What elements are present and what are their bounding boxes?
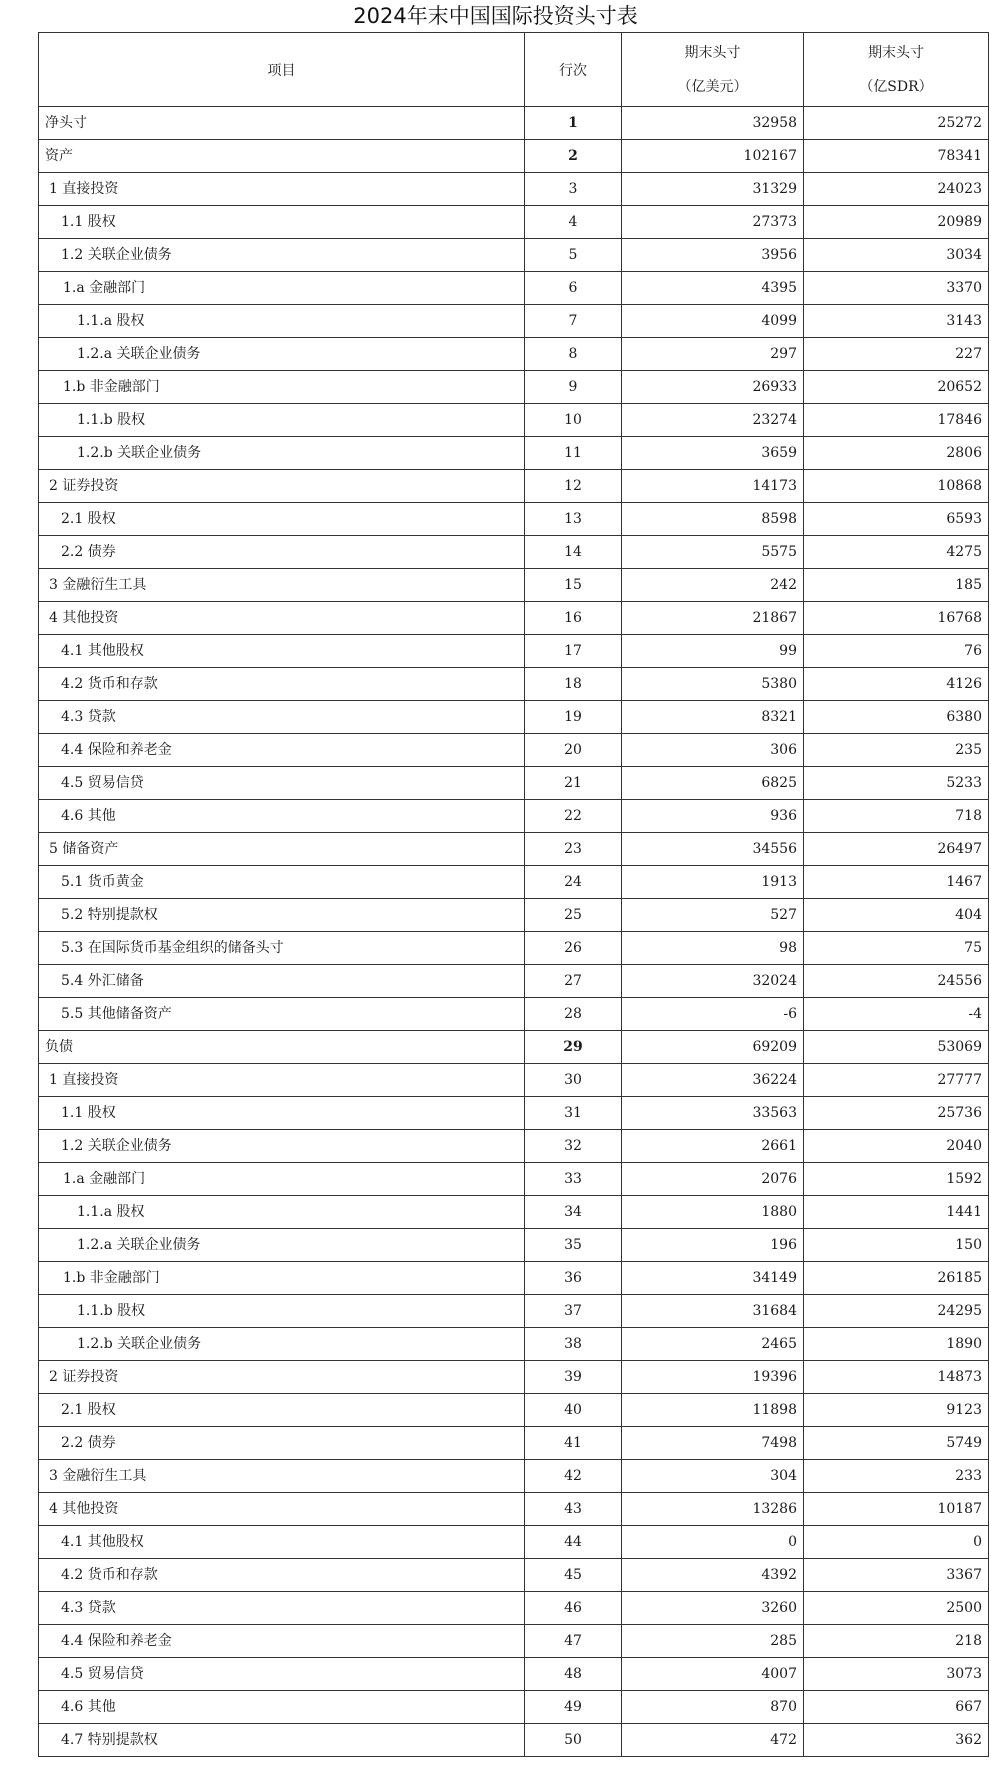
sdr-value-cell: 218 bbox=[804, 1625, 989, 1658]
header-item: 项目 bbox=[39, 33, 525, 107]
row-number-cell: 1 bbox=[525, 107, 622, 140]
row-number-cell: 2 bbox=[525, 140, 622, 173]
sdr-value-cell: 362 bbox=[804, 1724, 989, 1757]
table-row bbox=[39, 1691, 989, 1724]
usd-value-cell: 2661 bbox=[622, 1130, 804, 1163]
table-row bbox=[39, 1493, 989, 1526]
usd-value-cell: 23274 bbox=[622, 404, 804, 437]
header-sdr-title: 期末头寸 bbox=[868, 44, 924, 61]
usd-value-cell: 99 bbox=[622, 635, 804, 668]
sdr-value-cell: 3367 bbox=[804, 1559, 989, 1592]
sdr-value-cell: 27777 bbox=[804, 1064, 989, 1097]
table-row bbox=[39, 239, 989, 272]
usd-value-cell: 11898 bbox=[622, 1394, 804, 1427]
table-row bbox=[39, 767, 989, 800]
table-row bbox=[39, 173, 989, 206]
usd-value-cell: 34149 bbox=[622, 1262, 804, 1295]
row-number-cell: 23 bbox=[525, 833, 622, 866]
usd-value-cell: 1913 bbox=[622, 866, 804, 899]
row-number-cell: 15 bbox=[525, 569, 622, 602]
table-row bbox=[39, 371, 989, 404]
item-cell: 1.1.b 股权 bbox=[39, 404, 525, 437]
usd-value-cell: 527 bbox=[622, 899, 804, 932]
usd-value-cell: 870 bbox=[622, 1691, 804, 1724]
usd-value-cell: 4099 bbox=[622, 305, 804, 338]
sdr-value-cell: 25272 bbox=[804, 107, 989, 140]
row-number-cell: 46 bbox=[525, 1592, 622, 1625]
usd-value-cell: 34556 bbox=[622, 833, 804, 866]
item-cell: 4.2 货币和存款 bbox=[39, 1559, 525, 1592]
sdr-value-cell: 26497 bbox=[804, 833, 989, 866]
table-row bbox=[39, 470, 989, 503]
item-cell: 1.1.a 股权 bbox=[39, 1196, 525, 1229]
item-cell: 4.7 特别提款权 bbox=[39, 1724, 525, 1757]
row-number-cell: 14 bbox=[525, 536, 622, 569]
row-number-cell: 9 bbox=[525, 371, 622, 404]
item-cell: 1 直接投资 bbox=[39, 173, 525, 206]
table-row bbox=[39, 140, 989, 173]
sdr-value-cell: 6593 bbox=[804, 503, 989, 536]
table-row bbox=[39, 668, 989, 701]
table-row bbox=[39, 899, 989, 932]
item-cell: 4.6 其他 bbox=[39, 1691, 525, 1724]
item-cell: 1.2 关联企业债务 bbox=[39, 1130, 525, 1163]
sdr-value-cell: 1890 bbox=[804, 1328, 989, 1361]
table-row bbox=[39, 602, 989, 635]
item-cell: 1.b 非金融部门 bbox=[39, 1262, 525, 1295]
sdr-value-cell: 78341 bbox=[804, 140, 989, 173]
header-sdr-unit: （亿SDR） bbox=[859, 78, 933, 95]
sdr-value-cell: 3034 bbox=[804, 239, 989, 272]
row-number-cell: 42 bbox=[525, 1460, 622, 1493]
usd-value-cell: 297 bbox=[622, 338, 804, 371]
item-cell: 2 证券投资 bbox=[39, 1361, 525, 1394]
sdr-value-cell: 17846 bbox=[804, 404, 989, 437]
table-row bbox=[39, 305, 989, 338]
sdr-value-cell: 24023 bbox=[804, 173, 989, 206]
item-cell: 2.1 股权 bbox=[39, 503, 525, 536]
item-cell: 4 其他投资 bbox=[39, 602, 525, 635]
sdr-value-cell: 233 bbox=[804, 1460, 989, 1493]
table-body bbox=[39, 107, 989, 1757]
row-number-cell: 12 bbox=[525, 470, 622, 503]
item-cell: 2 证券投资 bbox=[39, 470, 525, 503]
sdr-value-cell: 2040 bbox=[804, 1130, 989, 1163]
usd-value-cell: 6825 bbox=[622, 767, 804, 800]
sdr-value-cell: 9123 bbox=[804, 1394, 989, 1427]
usd-value-cell: 14173 bbox=[622, 470, 804, 503]
item-cell: 1 直接投资 bbox=[39, 1064, 525, 1097]
item-cell: 2.2 债券 bbox=[39, 536, 525, 569]
sdr-value-cell: 25736 bbox=[804, 1097, 989, 1130]
item-cell: 5.1 货币黄金 bbox=[39, 866, 525, 899]
sdr-value-cell: 227 bbox=[804, 338, 989, 371]
usd-value-cell: 26933 bbox=[622, 371, 804, 404]
item-cell: 4.3 贷款 bbox=[39, 1592, 525, 1625]
sdr-value-cell: 404 bbox=[804, 899, 989, 932]
table-row bbox=[39, 107, 989, 140]
usd-value-cell: 5380 bbox=[622, 668, 804, 701]
sdr-value-cell: 20989 bbox=[804, 206, 989, 239]
row-number-cell: 10 bbox=[525, 404, 622, 437]
table-row bbox=[39, 932, 989, 965]
usd-value-cell: 0 bbox=[622, 1526, 804, 1559]
table-row bbox=[39, 1361, 989, 1394]
sdr-value-cell: 10868 bbox=[804, 470, 989, 503]
row-number-cell: 34 bbox=[525, 1196, 622, 1229]
table-row bbox=[39, 1196, 989, 1229]
usd-value-cell: 304 bbox=[622, 1460, 804, 1493]
item-cell: 3 金融衍生工具 bbox=[39, 569, 525, 602]
header-usd bbox=[622, 33, 804, 107]
table-row bbox=[39, 833, 989, 866]
sdr-value-cell: 718 bbox=[804, 800, 989, 833]
row-number-cell: 39 bbox=[525, 1361, 622, 1394]
sdr-value-cell: 6380 bbox=[804, 701, 989, 734]
item-cell: 5.5 其他储备资产 bbox=[39, 998, 525, 1031]
row-number-cell: 19 bbox=[525, 701, 622, 734]
item-cell: 4.4 保险和养老金 bbox=[39, 734, 525, 767]
item-cell: 2.1 股权 bbox=[39, 1394, 525, 1427]
table-row bbox=[39, 1295, 989, 1328]
usd-value-cell: 8321 bbox=[622, 701, 804, 734]
item-cell: 5.3 在国际货币基金组织的储备头寸 bbox=[39, 932, 525, 965]
row-number-cell: 8 bbox=[525, 338, 622, 371]
table-row bbox=[39, 1394, 989, 1427]
row-number-cell: 30 bbox=[525, 1064, 622, 1097]
table-row bbox=[39, 503, 989, 536]
item-cell: 2.2 债券 bbox=[39, 1427, 525, 1460]
item-cell: 4.5 贸易信贷 bbox=[39, 1658, 525, 1691]
usd-value-cell: 4007 bbox=[622, 1658, 804, 1691]
usd-value-cell: 31684 bbox=[622, 1295, 804, 1328]
item-cell: 资产 bbox=[39, 140, 525, 173]
sdr-value-cell: 3073 bbox=[804, 1658, 989, 1691]
usd-value-cell: 8598 bbox=[622, 503, 804, 536]
row-number-cell: 31 bbox=[525, 1097, 622, 1130]
usd-value-cell: 472 bbox=[622, 1724, 804, 1757]
row-number-cell: 29 bbox=[525, 1031, 622, 1064]
row-number-cell: 22 bbox=[525, 800, 622, 833]
item-cell: 1.1.b 股权 bbox=[39, 1295, 525, 1328]
row-number-cell: 20 bbox=[525, 734, 622, 767]
row-number-cell: 11 bbox=[525, 437, 622, 470]
usd-value-cell: 285 bbox=[622, 1625, 804, 1658]
row-number-cell: 21 bbox=[525, 767, 622, 800]
table-row bbox=[39, 206, 989, 239]
table-row bbox=[39, 800, 989, 833]
table-row bbox=[39, 965, 989, 998]
table-row bbox=[39, 1625, 989, 1658]
row-number-cell: 6 bbox=[525, 272, 622, 305]
row-number-cell: 47 bbox=[525, 1625, 622, 1658]
sdr-value-cell: 1441 bbox=[804, 1196, 989, 1229]
item-cell: 1.1.a 股权 bbox=[39, 305, 525, 338]
item-cell: 1.1 股权 bbox=[39, 206, 525, 239]
row-number-cell: 37 bbox=[525, 1295, 622, 1328]
usd-value-cell: 36224 bbox=[622, 1064, 804, 1097]
header-usd-title: 期末头寸 bbox=[684, 44, 741, 61]
row-number-cell: 28 bbox=[525, 998, 622, 1031]
table-row bbox=[39, 1724, 989, 1757]
usd-value-cell: 7498 bbox=[622, 1427, 804, 1460]
row-number-cell: 3 bbox=[525, 173, 622, 206]
row-number-cell: 4 bbox=[525, 206, 622, 239]
row-number-cell: 44 bbox=[525, 1526, 622, 1559]
item-cell: 1.a 金融部门 bbox=[39, 272, 525, 305]
sdr-value-cell: 185 bbox=[804, 569, 989, 602]
item-cell: 1.2 关联企业债务 bbox=[39, 239, 525, 272]
row-number-cell: 50 bbox=[525, 1724, 622, 1757]
row-number-cell: 13 bbox=[525, 503, 622, 536]
usd-value-cell: 3659 bbox=[622, 437, 804, 470]
item-cell: 5.2 特别提款权 bbox=[39, 899, 525, 932]
usd-value-cell: 3956 bbox=[622, 239, 804, 272]
usd-value-cell: 242 bbox=[622, 569, 804, 602]
sdr-value-cell: 26185 bbox=[804, 1262, 989, 1295]
table-row bbox=[39, 536, 989, 569]
table-row bbox=[39, 404, 989, 437]
sdr-value-cell: 667 bbox=[804, 1691, 989, 1724]
sdr-value-cell: 16768 bbox=[804, 602, 989, 635]
sdr-value-cell: -4 bbox=[804, 998, 989, 1031]
sdr-value-cell: 4275 bbox=[804, 536, 989, 569]
item-cell: 1.2.a 关联企业债务 bbox=[39, 338, 525, 371]
page-title: 2024年末中国国际投资头寸表 bbox=[353, 4, 638, 28]
row-number-cell: 45 bbox=[525, 1559, 622, 1592]
sdr-value-cell: 2500 bbox=[804, 1592, 989, 1625]
usd-value-cell: 32958 bbox=[622, 107, 804, 140]
item-cell: 净头寸 bbox=[39, 107, 525, 140]
table-row bbox=[39, 1229, 989, 1262]
table-row bbox=[39, 1031, 989, 1064]
header-row bbox=[39, 33, 989, 107]
sdr-value-cell: 14873 bbox=[804, 1361, 989, 1394]
item-cell: 5.4 外汇储备 bbox=[39, 965, 525, 998]
item-cell: 4.3 贷款 bbox=[39, 701, 525, 734]
row-number-cell: 25 bbox=[525, 899, 622, 932]
item-cell: 1.b 非金融部门 bbox=[39, 371, 525, 404]
sdr-value-cell: 235 bbox=[804, 734, 989, 767]
item-cell: 4.4 保险和养老金 bbox=[39, 1625, 525, 1658]
table-row bbox=[39, 1460, 989, 1493]
usd-value-cell: 2465 bbox=[622, 1328, 804, 1361]
usd-value-cell: 936 bbox=[622, 800, 804, 833]
iip-table bbox=[38, 32, 989, 1757]
item-cell: 4.6 其他 bbox=[39, 800, 525, 833]
sdr-value-cell: 0 bbox=[804, 1526, 989, 1559]
item-cell: 5 储备资产 bbox=[39, 833, 525, 866]
table-row bbox=[39, 1526, 989, 1559]
item-cell: 1.1 股权 bbox=[39, 1097, 525, 1130]
sdr-value-cell: 5749 bbox=[804, 1427, 989, 1460]
table-row bbox=[39, 338, 989, 371]
table-header bbox=[39, 33, 989, 107]
sdr-value-cell: 3143 bbox=[804, 305, 989, 338]
usd-value-cell: 5575 bbox=[622, 536, 804, 569]
usd-value-cell: 3260 bbox=[622, 1592, 804, 1625]
row-number-cell: 16 bbox=[525, 602, 622, 635]
header-sdr bbox=[804, 33, 989, 107]
header-usd-unit: （亿美元） bbox=[677, 78, 748, 95]
usd-value-cell: 4392 bbox=[622, 1559, 804, 1592]
usd-value-cell: 27373 bbox=[622, 206, 804, 239]
usd-value-cell: 69209 bbox=[622, 1031, 804, 1064]
item-cell: 4.1 其他股权 bbox=[39, 635, 525, 668]
table-row bbox=[39, 1328, 989, 1361]
row-number-cell: 7 bbox=[525, 305, 622, 338]
row-number-cell: 41 bbox=[525, 1427, 622, 1460]
sdr-value-cell: 24556 bbox=[804, 965, 989, 998]
usd-value-cell: 4395 bbox=[622, 272, 804, 305]
row-number-cell: 18 bbox=[525, 668, 622, 701]
row-number-cell: 24 bbox=[525, 866, 622, 899]
item-cell: 4.2 货币和存款 bbox=[39, 668, 525, 701]
item-cell: 1.2.a 关联企业债务 bbox=[39, 1229, 525, 1262]
sdr-value-cell: 24295 bbox=[804, 1295, 989, 1328]
usd-value-cell: 21867 bbox=[622, 602, 804, 635]
row-number-cell: 27 bbox=[525, 965, 622, 998]
item-cell: 负债 bbox=[39, 1031, 525, 1064]
row-number-cell: 36 bbox=[525, 1262, 622, 1295]
table-row bbox=[39, 998, 989, 1031]
row-number-cell: 43 bbox=[525, 1493, 622, 1526]
sdr-value-cell: 10187 bbox=[804, 1493, 989, 1526]
table-row bbox=[39, 1097, 989, 1130]
item-cell: 1.2.b 关联企业债务 bbox=[39, 1328, 525, 1361]
usd-value-cell: 33563 bbox=[622, 1097, 804, 1130]
sdr-value-cell: 4126 bbox=[804, 668, 989, 701]
sdr-value-cell: 20652 bbox=[804, 371, 989, 404]
table-row bbox=[39, 1262, 989, 1295]
usd-value-cell: 32024 bbox=[622, 965, 804, 998]
item-cell: 1.2.b 关联企业债务 bbox=[39, 437, 525, 470]
table-row bbox=[39, 437, 989, 470]
item-cell: 1.a 金融部门 bbox=[39, 1163, 525, 1196]
row-number-cell: 49 bbox=[525, 1691, 622, 1724]
table-row bbox=[39, 1592, 989, 1625]
table-row bbox=[39, 734, 989, 767]
usd-value-cell: 196 bbox=[622, 1229, 804, 1262]
usd-value-cell: 13286 bbox=[622, 1493, 804, 1526]
table-row bbox=[39, 1559, 989, 1592]
sdr-value-cell: 1467 bbox=[804, 866, 989, 899]
table-row bbox=[39, 866, 989, 899]
table-row bbox=[39, 1427, 989, 1460]
sdr-value-cell: 76 bbox=[804, 635, 989, 668]
sdr-value-cell: 3370 bbox=[804, 272, 989, 305]
table-row bbox=[39, 569, 989, 602]
row-number-cell: 17 bbox=[525, 635, 622, 668]
table-row bbox=[39, 701, 989, 734]
row-number-cell: 26 bbox=[525, 932, 622, 965]
item-cell: 4.5 贸易信贷 bbox=[39, 767, 525, 800]
table-row bbox=[39, 635, 989, 668]
row-number-cell: 35 bbox=[525, 1229, 622, 1262]
item-cell: 3 金融衍生工具 bbox=[39, 1460, 525, 1493]
row-number-cell: 40 bbox=[525, 1394, 622, 1427]
usd-value-cell: 2076 bbox=[622, 1163, 804, 1196]
row-number-cell: 48 bbox=[525, 1658, 622, 1691]
table-row bbox=[39, 1163, 989, 1196]
table-row bbox=[39, 1130, 989, 1163]
usd-value-cell: 306 bbox=[622, 734, 804, 767]
row-number-cell: 33 bbox=[525, 1163, 622, 1196]
header-row-number: 行次 bbox=[525, 33, 622, 107]
usd-value-cell: 98 bbox=[622, 932, 804, 965]
item-cell: 4 其他投资 bbox=[39, 1493, 525, 1526]
usd-value-cell: 19396 bbox=[622, 1361, 804, 1394]
table-row bbox=[39, 272, 989, 305]
usd-value-cell: -6 bbox=[622, 998, 804, 1031]
sdr-value-cell: 1592 bbox=[804, 1163, 989, 1196]
table-row bbox=[39, 1658, 989, 1691]
row-number-cell: 38 bbox=[525, 1328, 622, 1361]
usd-value-cell: 31329 bbox=[622, 173, 804, 206]
item-cell: 4.1 其他股权 bbox=[39, 1526, 525, 1559]
usd-value-cell: 102167 bbox=[622, 140, 804, 173]
sdr-value-cell: 53069 bbox=[804, 1031, 989, 1064]
sdr-value-cell: 75 bbox=[804, 932, 989, 965]
row-number-cell: 5 bbox=[525, 239, 622, 272]
sdr-value-cell: 5233 bbox=[804, 767, 989, 800]
sdr-value-cell: 2806 bbox=[804, 437, 989, 470]
row-number-cell: 32 bbox=[525, 1130, 622, 1163]
usd-value-cell: 1880 bbox=[622, 1196, 804, 1229]
sdr-value-cell: 150 bbox=[804, 1229, 989, 1262]
table-row bbox=[39, 1064, 989, 1097]
